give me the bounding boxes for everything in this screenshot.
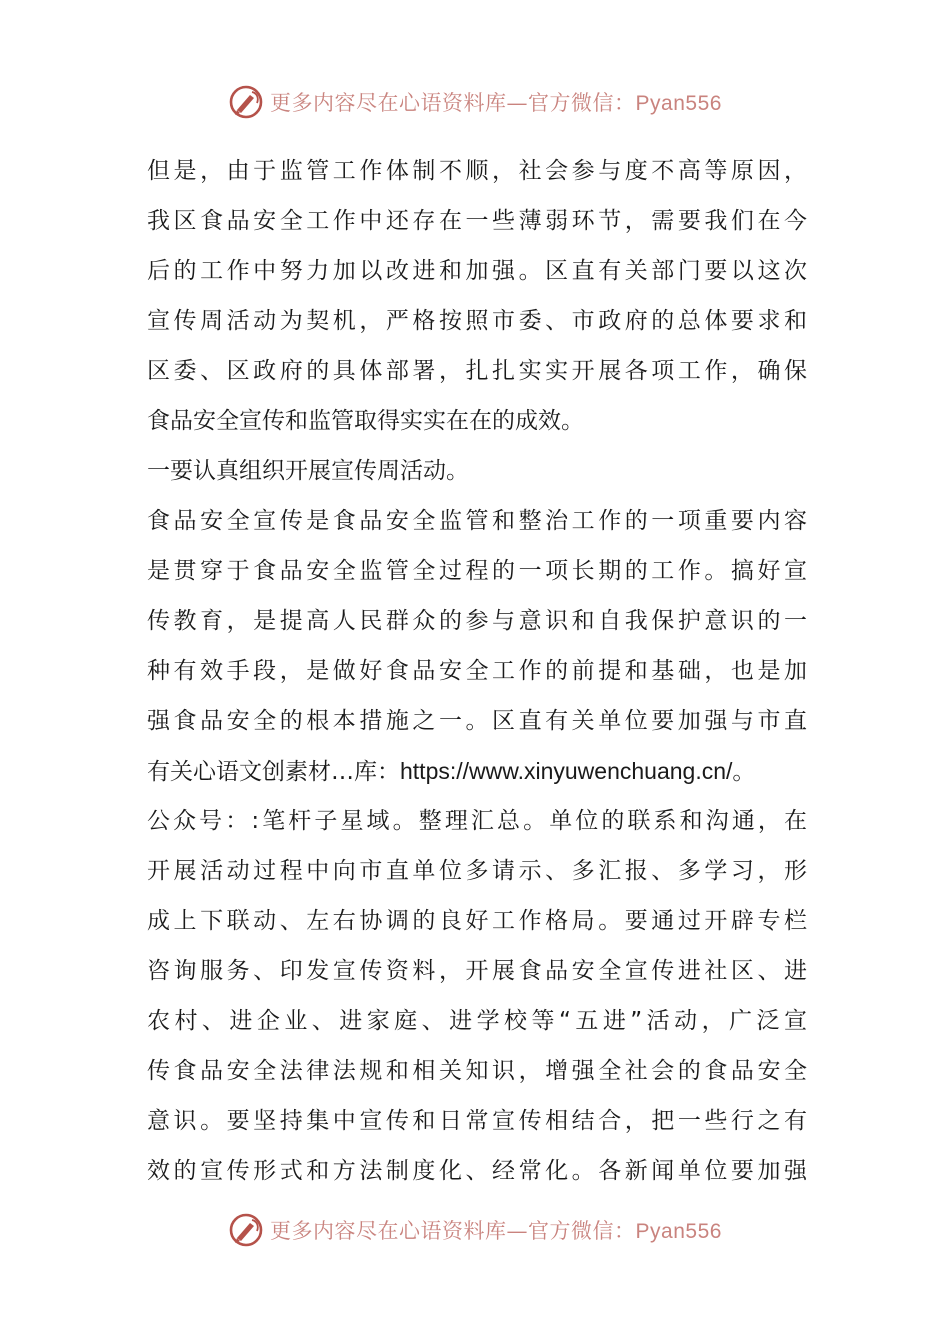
body-line: 传教育，是提高人民群众的参与意识和自我保护意识的一: [147, 608, 807, 634]
body-line: 宣传周活动为契机，严格按照市委、市政府的总体要求和: [147, 308, 807, 334]
header-wechat-id: Pyan556: [635, 92, 722, 115]
body-line: 效的宣传形式和方法制度化、经常化。各新闻单位要加强: [147, 1158, 807, 1184]
header-banner-text: 更多内容尽在心语资料库—官方微信：Pyan556: [270, 91, 722, 115]
body-line: 开展活动过程中向市直单位多请示、多汇报、多学习，形: [147, 858, 807, 884]
body-line: 传食品安全法律法规和相关知识，增强全社会的食品安全: [147, 1058, 807, 1084]
body-line: 种有效手段，是做好食品安全工作的前提和基础，也是加: [147, 658, 807, 684]
body-line: 强食品安全的根本措施之一。区直有关单位要加强与市直: [147, 708, 807, 734]
body-line: 农村、进企业、进家庭、进学校等“五进”活动，广泛宣: [147, 1008, 807, 1034]
footer-banner-text: 更多内容尽在心语资料库—官方微信：Pyan556: [270, 1219, 722, 1243]
body-line-with-link: [147, 746, 807, 796]
body-line: 意识。要坚持集中宣传和日常宣传相结合，把一些行之有: [147, 1108, 807, 1134]
footer-wechat-id: Pyan556: [635, 1220, 722, 1243]
body-line-suffix: 。: [732, 759, 756, 785]
body-line: 公众号：:笔杆子星域。整理汇总。单位的联系和沟通，在: [147, 808, 807, 834]
body-line: 但是，由于监管工作体制不顺，社会参与度不高等原因，: [147, 158, 807, 184]
website-link[interactable]: https://www.xinyuwenchuang.cn/: [400, 758, 733, 784]
body-line-prefix: 有关心语文创素材…库：: [147, 759, 400, 785]
body-line: 食品安全宣传是食品安全监管和整治工作的一项重要内容: [147, 508, 807, 534]
pen-logo-icon: [228, 1212, 264, 1248]
body-line: 是贯穿于食品安全监管全过程的一项长期的工作。搞好宣: [147, 558, 807, 584]
body-line: 后的工作中努力加以改进和加强。区直有关部门要以这次: [147, 258, 807, 284]
body-line: 咨询服务、印发宣传资料，开展食品安全宣传进社区、进: [147, 958, 807, 984]
pen-logo-icon: [228, 84, 264, 120]
body-line: 成上下联动、左右协调的良好工作格局。要通过开辟专栏: [147, 908, 807, 934]
body-line: 食品安全宣传和监管取得实实在在的成效。: [147, 408, 584, 434]
body-line: 区委、区政府的具体部署，扎扎实实开展各项工作，确保: [147, 358, 807, 384]
footer-banner: [0, 1208, 950, 1252]
document-body: [147, 146, 807, 1196]
header-banner: [0, 80, 950, 124]
body-line: 我区食品安全工作中还存在一些薄弱环节，需要我们在今: [147, 208, 807, 234]
section-heading: 一要认真组织开展宣传周活动。: [147, 458, 469, 484]
